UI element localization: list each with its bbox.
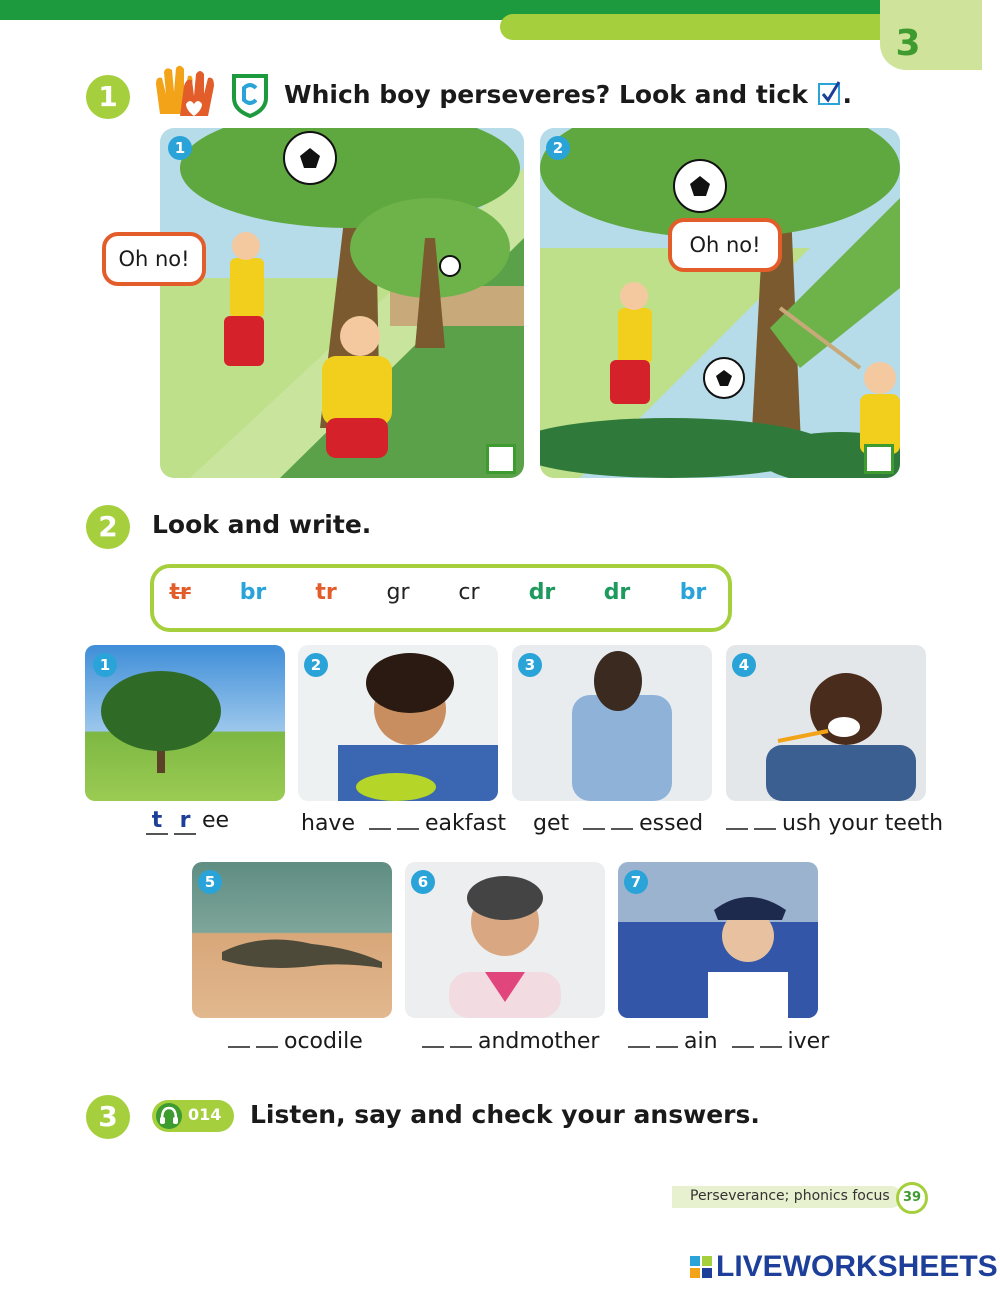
panel-1-speech-bubble: Oh no! xyxy=(102,232,206,286)
item-7-blank-1[interactable] xyxy=(628,1026,650,1048)
item-7-blank-3[interactable] xyxy=(732,1026,754,1048)
story-panel-1 xyxy=(160,128,524,478)
panel-2-tick-box[interactable] xyxy=(864,444,894,474)
word-bank-item: dr xyxy=(528,580,556,605)
footer-topic: Perseverance; phonics focus xyxy=(690,1188,890,1204)
item-6-blank-1[interactable] xyxy=(422,1026,444,1048)
panel-2-illustration xyxy=(540,128,900,478)
item-7-blank-2[interactable] xyxy=(656,1026,678,1048)
panel-1-number: 1 xyxy=(168,136,192,160)
item-4-number: 4 xyxy=(732,653,756,677)
tick-box-icon xyxy=(817,80,843,106)
boy-brushing-image xyxy=(726,645,926,801)
item-1-number: 1 xyxy=(93,653,117,677)
story-panel-2 xyxy=(540,128,900,478)
photo-crocodile xyxy=(192,862,392,1018)
photo-train-driver xyxy=(618,862,818,1018)
exercise-2-instruction: Look and write. xyxy=(152,510,372,539)
exercise-2-number: 2 xyxy=(86,505,130,549)
item-6-caption: andmother xyxy=(422,1026,599,1054)
item-4-blank-2[interactable] xyxy=(754,808,776,830)
word-bank-item: tr xyxy=(169,580,191,605)
exercise-3-instruction: Listen, say and check your answers. xyxy=(250,1100,760,1129)
item-2-blank-2[interactable] xyxy=(397,808,419,830)
grandmother-image xyxy=(405,862,605,1018)
panel-2-number: 2 xyxy=(546,136,570,160)
photo-tree xyxy=(85,645,285,801)
item-5-caption: ocodile xyxy=(228,1026,363,1054)
exercise-3-number: 3 xyxy=(86,1095,130,1139)
audio-track-button[interactable] xyxy=(152,1100,234,1132)
exercise-1-instruction: Which boy perseveres? Look and tick . xyxy=(284,80,853,109)
item-7-number: 7 xyxy=(624,870,648,894)
brand-name: LIVEWORKSHEETS xyxy=(716,1250,998,1283)
item-3-number: 3 xyxy=(518,653,542,677)
item-5-number: 5 xyxy=(198,870,222,894)
item-3-blank-2[interactable] xyxy=(611,808,633,830)
word-bank-item: dr xyxy=(603,580,631,605)
hands-heart-icon xyxy=(150,64,220,120)
word-bank-item: br xyxy=(679,580,707,605)
word-bank-item: cr xyxy=(458,580,480,605)
audio-track-number: 014 xyxy=(188,1105,222,1124)
item-2-number: 2 xyxy=(304,653,328,677)
item-6-blank-2[interactable] xyxy=(450,1026,472,1048)
item-4-blank-1[interactable] xyxy=(726,808,748,830)
word-bank-item: gr xyxy=(386,580,410,605)
photo-grandmother xyxy=(405,862,605,1018)
item-7-blank-4[interactable] xyxy=(760,1026,782,1048)
item-1-answer-2[interactable]: r xyxy=(174,808,196,835)
top-band-accent xyxy=(500,14,885,40)
item-1-caption: t r ee xyxy=(146,808,229,835)
word-bank-item: tr xyxy=(315,580,337,605)
item-1-answer-1[interactable]: t xyxy=(146,808,168,835)
photo-dressed xyxy=(512,645,712,801)
boy-eating-image xyxy=(298,645,498,801)
crocodile-image xyxy=(192,862,392,1018)
item-3-blank-1[interactable] xyxy=(583,808,605,830)
item-4-caption: ush your teeth xyxy=(726,808,943,836)
word-bank-item: br xyxy=(239,580,267,605)
item-6-number: 6 xyxy=(411,870,435,894)
unit-number: 3 xyxy=(895,23,921,64)
panel-1-tick-box[interactable] xyxy=(486,444,516,474)
page-number: 39 xyxy=(896,1182,928,1214)
exercise-1-number: 1 xyxy=(86,75,130,119)
item-5-blank-1[interactable] xyxy=(228,1026,250,1048)
photo-teeth xyxy=(726,645,926,801)
item-2-blank-1[interactable] xyxy=(369,808,391,830)
panel-1-illustration xyxy=(160,128,524,478)
shield-icon xyxy=(230,72,270,118)
item-7-caption: ain iver xyxy=(628,1026,829,1054)
panel-2-speech-bubble: Oh no! xyxy=(668,218,782,272)
item-3-caption: get essed xyxy=(533,808,703,836)
liveworksheets-logo-icon xyxy=(690,1256,714,1282)
photo-breakfast xyxy=(298,645,498,801)
train-driver-image xyxy=(618,862,818,1018)
item-2-caption: have eakfast xyxy=(301,808,506,836)
boy-dressing-image xyxy=(512,645,712,801)
item-5-blank-2[interactable] xyxy=(256,1026,278,1048)
headphones-icon xyxy=(154,1101,184,1131)
